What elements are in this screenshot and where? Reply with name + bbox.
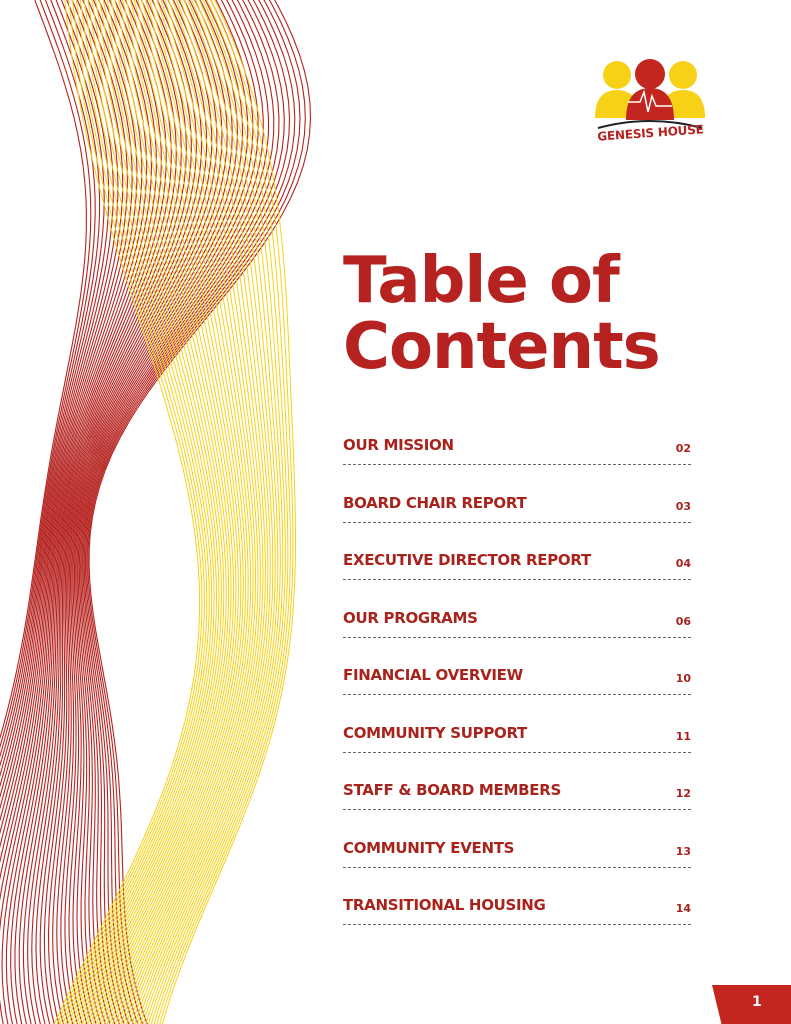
toc-entry-community-support[interactable] bbox=[343, 724, 691, 782]
toc-entry-label: OUR MISSION bbox=[343, 436, 454, 454]
title-line-2: Contents bbox=[343, 310, 660, 384]
toc-entry-community-events[interactable] bbox=[343, 839, 691, 897]
toc-entry-our-programs[interactable] bbox=[343, 609, 691, 667]
toc-entry-executive-director-report[interactable] bbox=[343, 551, 691, 609]
dashed-divider bbox=[343, 924, 691, 925]
dashed-divider bbox=[343, 464, 691, 465]
toc-entry-page: 04 bbox=[675, 557, 691, 570]
decorative-wave-lines bbox=[0, 0, 330, 1024]
toc-entry-page: 12 bbox=[675, 787, 691, 800]
wave-line bbox=[99, 0, 241, 1024]
toc-entry-label: STAFF & BOARD MEMBERS bbox=[343, 781, 561, 799]
page-number: 1 bbox=[752, 994, 762, 1010]
dashed-divider bbox=[343, 637, 691, 638]
toc-entry-label: BOARD CHAIR REPORT bbox=[343, 493, 527, 512]
dashed-divider bbox=[343, 694, 691, 695]
toc-entry-label: OUR PROGRAMS bbox=[343, 608, 478, 627]
dashed-divider bbox=[343, 867, 691, 868]
wave-line bbox=[150, 0, 286, 1024]
wave-line bbox=[102, 0, 243, 1024]
toc-entry-financial-overview[interactable] bbox=[343, 666, 691, 724]
toc-entry-label: EXECUTIVE DIRECTOR REPORT bbox=[343, 551, 591, 569]
toc-entry-board-chair-report[interactable] bbox=[343, 494, 691, 552]
toc-entry-label: FINANCIAL OVERVIEW bbox=[343, 666, 523, 684]
dashed-divider bbox=[343, 752, 691, 753]
toc-entry-page: 02 bbox=[675, 442, 691, 455]
toc-entry-page: 06 bbox=[675, 614, 691, 628]
toc-entry-page: 13 bbox=[675, 844, 691, 858]
toc-entry-page: 10 bbox=[675, 672, 691, 685]
toc-entry-page: 14 bbox=[675, 902, 691, 915]
toc-entry-label: COMMUNITY SUPPORT bbox=[343, 723, 527, 742]
dashed-divider bbox=[343, 522, 691, 523]
toc-entry-page: 11 bbox=[675, 729, 691, 743]
dashed-divider bbox=[343, 579, 691, 580]
toc-entry-staff-board-members[interactable] bbox=[343, 781, 691, 839]
toc-entry-label: TRANSITIONAL HOUSING bbox=[343, 896, 546, 914]
toc-entry-transitional-housing[interactable] bbox=[343, 896, 691, 954]
table-of-contents bbox=[343, 436, 691, 954]
toc-entry-label: COMMUNITY EVENTS bbox=[343, 838, 515, 857]
toc-entry-our-mission[interactable] bbox=[343, 436, 691, 494]
logo-wordmark: GENESIS HOUSE bbox=[596, 122, 705, 144]
title-line-1: Table of bbox=[343, 244, 619, 318]
page-title bbox=[343, 244, 660, 384]
dashed-divider bbox=[343, 809, 691, 810]
toc-entry-page: 03 bbox=[675, 499, 691, 513]
